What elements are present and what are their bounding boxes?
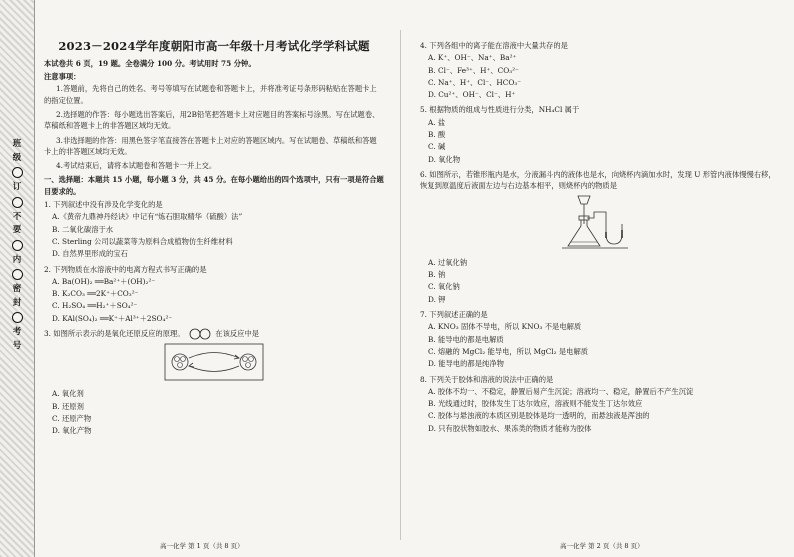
question-8-option-b: B. 光线通过时，胶体发生丁达尔效应，溶液则不能发生丁达尔效应 xyxy=(428,399,643,409)
binding-column xyxy=(4,140,30,350)
notice-item: 4.考试结束后，请将本试题卷和答题卡一并上交。 xyxy=(56,161,217,171)
section-heading: 一、选择题：本题共 15 小题，每小题 3 分，共 45 分。在每小题给出的四个选项中，只有一项是符合题目要求的。 xyxy=(44,175,384,196)
binding-label: 要 xyxy=(12,225,22,235)
question-8-option-a: A. 胶体不均一、不稳定，静置后易产生沉淀；溶液均一、稳定，静置后不产生沉淀 xyxy=(428,386,694,396)
question-2-option-a: A. Ba(OH)₂ ══Ba²⁺＋(OH)₂²⁻ xyxy=(52,276,156,286)
flask-apparatus-svg xyxy=(560,194,630,252)
question-6-option-a: A. 过氧化钠 xyxy=(428,257,468,267)
question-3-stem-text: 3. 如图所示表示的是氧化还原反应的原理。 xyxy=(44,329,185,339)
notice-item: 2.选择题的作答：每小题选出答案后，用2B铅笔把答题卡上对应题目的答案标号涂黑。写在试题卷、草稿纸和答题卡上的非答题区域均无效。 xyxy=(44,110,380,131)
notice-item: 3.非选择题的作答：用黑色签字笔直接答在答题卡上对应的答题区域内。写在试题卷、草稿纸和答题卡上的非答题区域均无效。 xyxy=(44,135,377,156)
question-3-option-a: A. 氧化剂 xyxy=(52,389,84,399)
question-6-option-d: D. 钾 xyxy=(428,294,446,304)
question-1-option-b: B. 二氧化碳溶于水 xyxy=(52,224,114,234)
question-7-option-d: D. 能导电的都是纯净物 xyxy=(428,359,504,369)
question-7-stem: 7. 下列叙述正确的是 xyxy=(420,310,488,320)
exam-meta: 本试卷共 6 页，19 题。全卷满分 100 分。考试用时 75 分钟。 xyxy=(44,58,256,68)
question-3-option-c: C. 还原产物 xyxy=(52,413,92,423)
right-column xyxy=(420,38,780,435)
binding-label: 密 xyxy=(12,284,22,294)
question-3-option-d: D. 氧化产物 xyxy=(52,426,92,436)
question-8-stem: 8. 下列关于胶体和溶液的说法中正确的是 xyxy=(420,374,554,384)
exam-title: 2023－2024学年度朝阳市高一年级十月考试化学学科试题 xyxy=(58,39,370,53)
question-5-option-a: A. 盐 xyxy=(428,117,446,127)
binding-circle xyxy=(12,240,23,251)
question-4-option-d: D. Cu²⁺、OH⁻、Cl⁻、H⁺ xyxy=(428,90,516,100)
question-7-option-c: C. 熔融的 MgCl₂ 能导电，所以 MgCl₂ 是电解质 xyxy=(428,346,589,356)
notice-heading: 注意事项： xyxy=(44,72,81,82)
question-7-option-a: A. KNO₃ 固体不导电，所以 KNO₃ 不是电解质 xyxy=(428,322,582,332)
binding-circle xyxy=(12,197,23,208)
question-1-option-c: C. Sterling 公司以蔬菜等为原料合成植物仿生纤维材料 xyxy=(52,236,233,246)
question-5-option-c: C. 碱 xyxy=(428,142,446,152)
binding-label: 不 xyxy=(12,211,22,222)
question-5-stem: 5. 根据物质的组成与性质进行分类，NH₄Cl 属于 xyxy=(420,105,580,115)
binding-label: 班 xyxy=(12,139,22,149)
question-2-option-c: C. H₂SO₄ ══H₂⁺＋SO₄²⁻ xyxy=(52,301,138,311)
page-1-footer: 高一化学 第 1 页（共 8 页） xyxy=(160,542,244,550)
question-3-stem-tail: 在该反应中是 xyxy=(215,329,260,339)
electron-symbol-icon xyxy=(189,328,211,340)
question-3-stem xyxy=(44,328,384,340)
question-6-option-b: B. 钠 xyxy=(428,270,446,280)
notice-item: 1.答题前，先将自己的姓名、考号等填写在试题卷和答题卡上，并将准考证号条形码粘贴在答题卡上的指定位置。 xyxy=(44,84,377,105)
column-divider xyxy=(400,30,401,540)
question-1-stem: 1. 下列叙述中没有涉及化学变化的是 xyxy=(44,200,163,210)
question-8-option-d: D. 只有胶状物如胶水、果冻类的物质才能称为胶体 xyxy=(428,423,592,433)
question-4-option-a: A. K⁺、OH⁻、Na⁺、Ba²⁺ xyxy=(428,53,517,63)
question-8-option-c: C. 胶体与悬浊液的本质区别是胶体是均一透明的，而悬浊液是浑浊的 xyxy=(428,411,650,421)
page-2-footer: 高一化学 第 2 页（共 8 页） xyxy=(560,542,644,550)
question-3-option-b: B. 还原剂 xyxy=(52,401,84,411)
binding-label: 内 xyxy=(12,254,22,265)
question-1-option-d: D. 自然界里形成的宝石 xyxy=(52,249,128,259)
binding-label: 号 xyxy=(12,340,22,351)
question-1-option-a: A.《黄帝九鼎神丹经诀》中记有“炼石胆取精华（硫酸）法” xyxy=(52,212,243,222)
binding-circle xyxy=(12,269,23,280)
question-5-option-b: B. 酸 xyxy=(428,130,446,140)
question-7-option-b: B. 能导电的都是电解质 xyxy=(428,334,504,344)
left-column xyxy=(44,38,384,438)
binding-label: 封 xyxy=(12,297,22,308)
question-5-option-d: D. 氧化物 xyxy=(428,154,461,164)
binding-circle xyxy=(12,167,23,178)
binding-label: 考 xyxy=(12,327,22,337)
question-4-option-c: C. Na⁺、H⁺、Cl⁻、HCO₃⁻ xyxy=(428,77,522,87)
redox-diagram xyxy=(164,343,384,384)
redox-diagram-svg xyxy=(164,343,264,381)
binding-strip xyxy=(0,0,35,557)
binding-circle xyxy=(12,312,23,323)
question-6-stem: 6. 如图所示，若锥形瓶内是水，分液漏斗内的液体也是水，向烧杯内滴加水时，发现 U 形管内液体慢慢右移，恢复到原温度后液面左边与右边基本相平，则烧杯内的物质是 xyxy=(420,169,776,191)
binding-label: 订 xyxy=(12,182,22,192)
question-6-option-c: C. 氧化钠 xyxy=(428,282,460,292)
question-2-stem: 2. 下列物质在水溶液中的电离方程式书写正确的是 xyxy=(44,264,207,274)
question-4-option-b: B. Cl⁻、Fe³⁺、H⁺、CO₃²⁻ xyxy=(428,65,519,75)
question-2-option-b: B. K₂CO₃ ══2K⁺＋CO₃²⁻ xyxy=(52,289,139,299)
question-4-stem: 4. 下列各组中的离子能在溶液中大量共存的是 xyxy=(420,41,568,50)
binding-label: 级 xyxy=(12,152,22,163)
question-2-option-d: D. KAl(SO₄)₂ ══K⁺＋Al³⁺＋2SO₄²⁻ xyxy=(52,313,173,323)
flask-apparatus-diagram xyxy=(560,194,780,255)
